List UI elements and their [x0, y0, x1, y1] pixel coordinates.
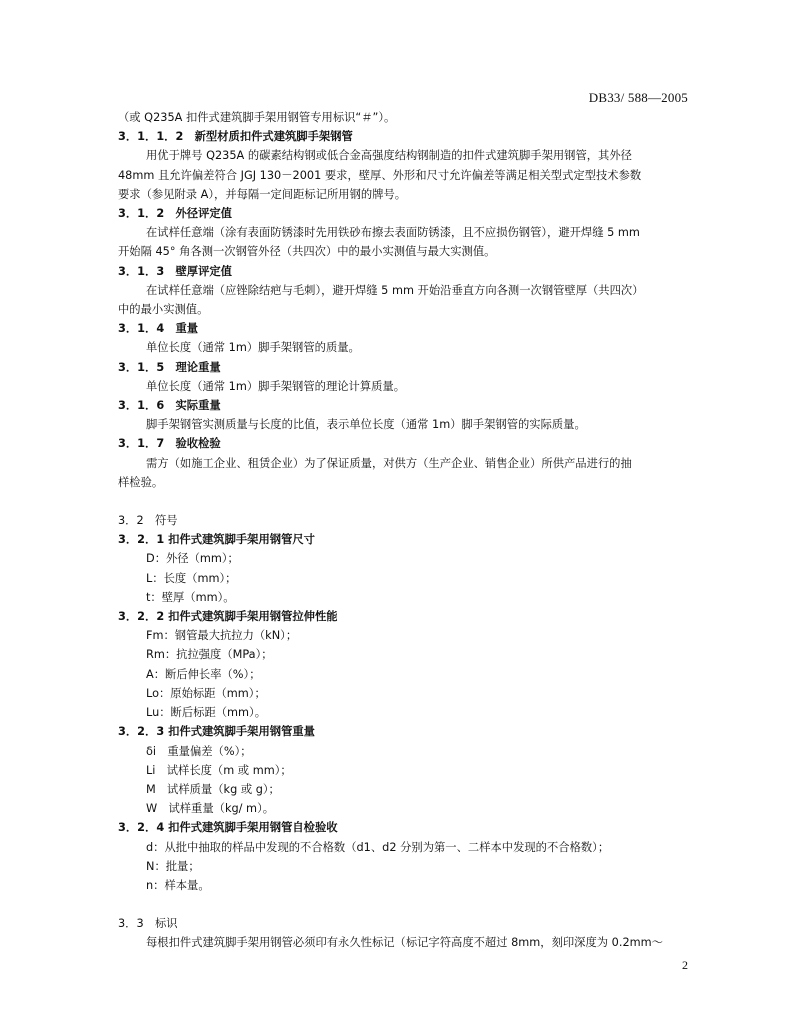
paragraph-line: 开始隔 45° 角各测一次钢管外径（共四次）中的最小实测值与最大实测值。 — [118, 245, 496, 259]
blank-line — [118, 895, 688, 914]
symbol-line: Li 试样长度（m 或 mm）； — [146, 763, 292, 777]
section-heading: 3．2．1 扣件式建筑脚手架用钢管尺寸 — [118, 533, 315, 547]
section-heading: 3．2．2 扣件式建筑脚手架用钢管拉伸性能 — [118, 610, 338, 624]
section-heading: 3．2 符号 — [118, 514, 178, 528]
page-number: 2 — [682, 958, 688, 972]
paragraph-line: 在试样任意端（涂有表面防锈漆时先用铁砂布擦去表面防锈漆，且不应损伤钢管），避开焊缝 5 mm — [146, 226, 640, 240]
symbol-line: t：壁厚（mm）。 — [146, 590, 235, 604]
section-heading: 3．1．2 外径评定值 — [118, 207, 232, 221]
paragraph-line: 脚手架钢管实测质量与长度的比值，表示单位长度（通常 1m）脚手架钢管的实际质量。 — [146, 418, 586, 432]
symbol-line: M 试样质量（kg 或 g）； — [146, 782, 280, 796]
section-heading: 3．3 标识 — [118, 917, 178, 931]
paragraph-line: 单位长度（通常 1m）脚手架钢管的理论计算质量。 — [146, 379, 406, 393]
symbol-line: A：断后伸长率（%）； — [146, 667, 261, 681]
section-heading: 3．1．4 重量 — [118, 322, 199, 336]
text-line: （或 Q235A 扣件式建筑脚手架用钢管专用标识“＃”）。 — [118, 111, 396, 124]
section-heading: 3．1．1．2 新型材质扣件式建筑脚手架钢管 — [118, 130, 353, 144]
paragraph-line: 48mm 且允许偏差符合 JGJ 130－2001 要求，壁厚、外形和尺寸允许偏差等满足相关型式定型技术参数 — [118, 168, 642, 182]
symbol-line: δi 重量偏差（%）； — [146, 744, 252, 758]
symbol-line: W 试样重量（kg/ m）。 — [146, 802, 275, 816]
symbol-line: Fm：钢管最大抗拉力（kN）； — [146, 629, 298, 643]
symbol-line: N：批量； — [146, 859, 200, 873]
paragraph-line: 每根扣件式建筑脚手架用钢管必须印有永久性标记（标记字符高度不超过 8mm，刻印深度为 0.2mm～ — [146, 936, 663, 950]
section-heading: 3．2．3 扣件式建筑脚手架用钢管重量 — [118, 725, 315, 739]
symbol-line: d：从批中抽取的样品中发现的不合格数（d1、d2 分别为第一、二样本中发现的不合格数）； — [146, 840, 610, 854]
paragraph-line: 在试样任意端（应锉除结疤与毛刺），避开焊缝 5 mm 开始沿垂直方向各测一次钢管壁厚（共四次） — [146, 283, 644, 297]
paragraph-line: 样检验。 — [118, 475, 164, 489]
document-body — [118, 108, 688, 953]
paragraph-line: 用优于牌号 Q235A 的碳素结构钢或低合金高强度结构钢制造的扣件式建筑脚手架用钢管，其外径 — [146, 149, 632, 163]
paragraph-line: 需方（如施工企业、租赁企业）为了保证质量，对供方（生产企业、销售企业）所供产品进行的抽 — [146, 456, 632, 470]
section-heading: 3．2．4 扣件式建筑脚手架用钢管自检验收 — [118, 821, 338, 835]
section-heading: 3．1．7 验收检验 — [118, 437, 221, 451]
standard-code: DB33/ 588—2005 — [588, 90, 688, 105]
section-heading: 3．1．6 实际重量 — [118, 399, 221, 413]
symbol-line: n：样本量。 — [146, 878, 210, 892]
symbol-line: Lu：断后标距（mm）。 — [146, 706, 266, 720]
section-heading: 3．1．3 壁厚评定值 — [118, 264, 232, 278]
paragraph-line: 单位长度（通常 1m）脚手架钢管的质量。 — [146, 341, 360, 355]
paragraph-line: 中的最小实测值。 — [118, 303, 209, 317]
symbol-line: L：长度（mm）； — [146, 571, 237, 585]
section-heading: 3．1．5 理论重量 — [118, 360, 221, 374]
symbol-line: Lo：原始标距（mm）； — [146, 686, 266, 700]
symbol-line: Rm：抗拉强度（MPa）； — [146, 648, 273, 662]
paragraph-line: 要求（参见附录 A），并每隔一定间距标记所用钢的牌号。 — [118, 187, 407, 201]
symbol-line: D：外径（mm）； — [146, 552, 239, 566]
blank-line — [118, 492, 688, 511]
